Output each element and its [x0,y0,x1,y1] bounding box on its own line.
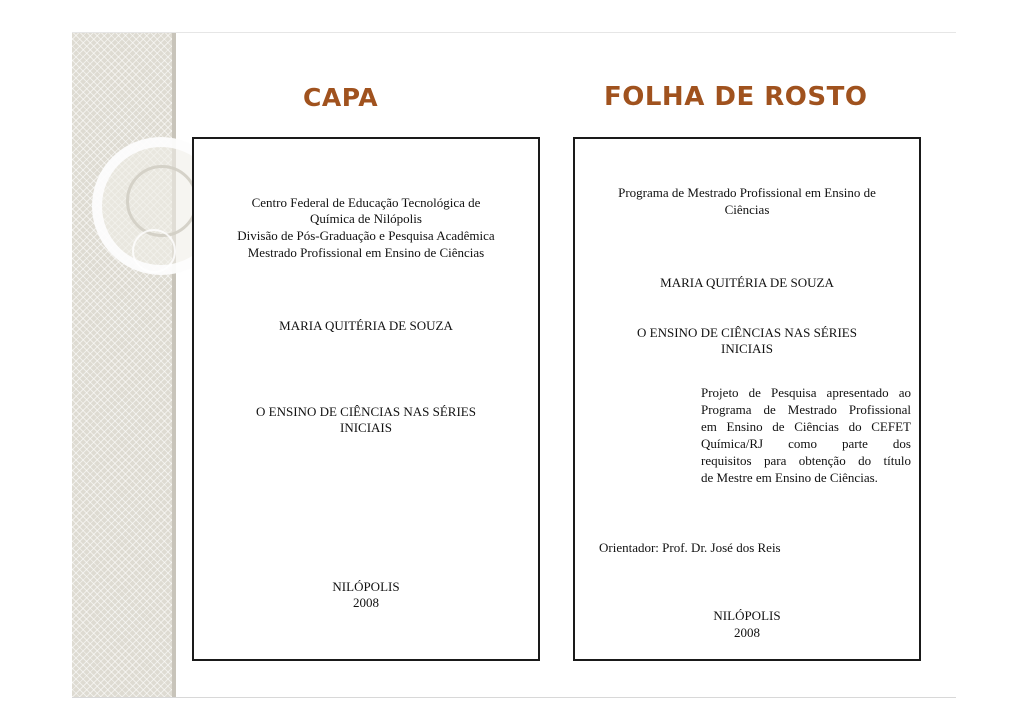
institution-line: Química de Nilópolis [310,211,422,226]
work-title-line: O ENSINO DE CIÊNCIAS NAS SÉRIES [637,325,857,340]
city: NILÓPOLIS [713,608,781,623]
description-line: Projeto de Pesquisa apresentado ao [701,385,911,400]
program-line: Programa de Mestrado Profissional em Ensino de [618,185,876,200]
author-name: MARIA QUITÉRIA DE SOUZA [279,318,453,333]
folha-de-rosto-heading: FOLHA DE ROSTO [604,82,868,112]
description-line: de Mestre em Ensino de Ciências. [701,470,878,485]
institution-line: Divisão de Pós-Graduação e Pesquisa Acadêmica [237,228,495,243]
description-line: em Ensino de Ciências do CEFET [701,419,911,434]
year: 2008 [353,595,379,610]
institution-line: Centro Federal de Educação Tecnológica de [251,195,481,210]
institution-line: Mestrado Profissional em Ensino de Ciências [247,245,485,260]
work-title-line: INICIAIS [340,420,392,435]
slide [72,32,956,698]
advisor: Orientador: Prof. Dr. José dos Reis [599,540,781,555]
description-line: Programa de Mestrado Profissional [701,402,911,417]
decorative-ring [126,165,198,237]
decorative-side-strip [172,33,176,697]
program-line: Ciências [724,202,770,217]
year: 2008 [734,625,760,640]
decorative-ring [132,229,176,273]
work-title-line: INICIAIS [721,341,773,356]
capa-page [192,137,540,661]
city: NILÓPOLIS [332,579,400,594]
folha-de-rosto-page [573,137,921,661]
decorative-side-band [72,33,172,697]
capa-heading: CAPA [303,83,379,112]
description-line: requisitos para obtenção do título [701,453,911,468]
author-name: MARIA QUITÉRIA DE SOUZA [660,275,834,290]
work-title-line: O ENSINO DE CIÊNCIAS NAS SÉRIES [256,404,476,419]
description-line: Química/RJ como parte dos [701,436,911,451]
